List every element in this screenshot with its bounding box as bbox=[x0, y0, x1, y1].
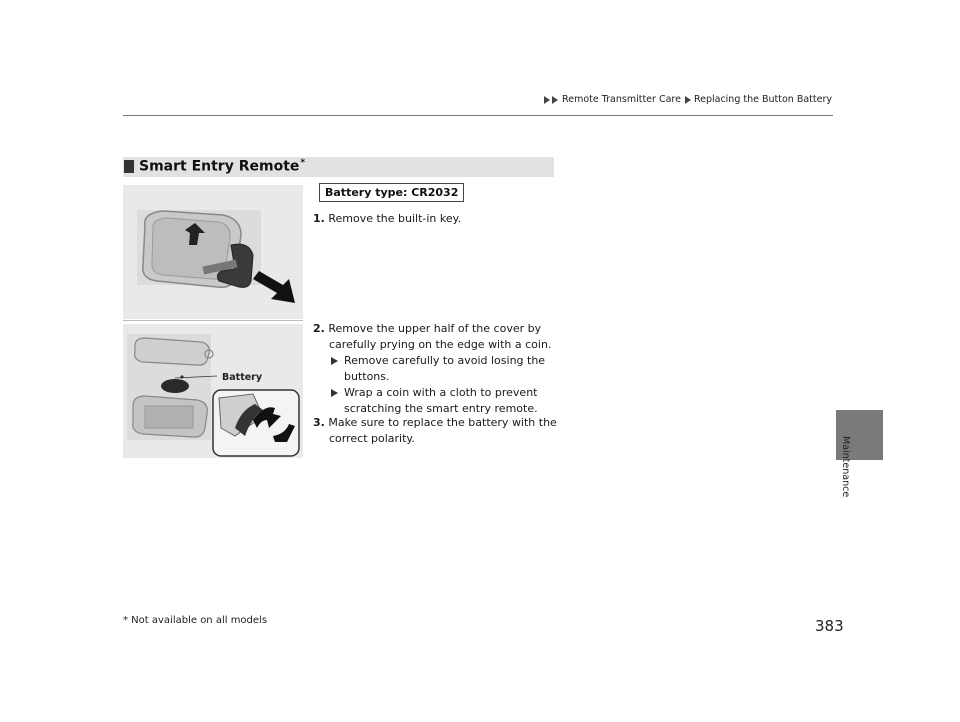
section-square-icon bbox=[124, 160, 134, 173]
note-1: Remove carefully to avoid losing the buttons. bbox=[329, 353, 574, 385]
replace-battery-illustration bbox=[123, 324, 303, 458]
section-title: Smart Entry Remote* bbox=[139, 158, 306, 175]
footnote-marker: * bbox=[300, 158, 306, 168]
battery-callout-label: Battery bbox=[222, 372, 263, 383]
remove-key-illustration bbox=[123, 185, 303, 319]
note-arrow-icon bbox=[331, 357, 338, 365]
chapter-label: Maintenance bbox=[840, 436, 851, 498]
breadcrumb bbox=[544, 94, 832, 105]
footnote: * Not available on all models bbox=[123, 615, 268, 626]
triangle-separator-icon bbox=[685, 96, 691, 104]
breadcrumb-item[interactable]: Replacing the Button Battery bbox=[693, 94, 832, 105]
page-number: 383 bbox=[815, 617, 844, 635]
image-divider bbox=[123, 320, 303, 321]
note-2: Wrap a coin with a cloth to prevent scratching the smart entry remote. bbox=[329, 385, 574, 417]
step-2: 2. Remove the upper half of the cover by carefully prying on the edge with a coin. bbox=[313, 322, 552, 351]
triangle-marker-icon bbox=[552, 96, 558, 104]
triangle-marker-icon bbox=[544, 96, 550, 104]
step-3: 3. Make sure to replace the battery with the correct polarity. bbox=[313, 416, 557, 445]
note-arrow-icon bbox=[331, 389, 338, 397]
step-1: 1. Remove the built-in key. bbox=[313, 212, 462, 225]
breadcrumb-item[interactable]: Remote Transmitter Care bbox=[562, 94, 681, 105]
battery-type-box: Battery type: CR2032 bbox=[319, 183, 464, 202]
header-rule bbox=[123, 115, 833, 116]
